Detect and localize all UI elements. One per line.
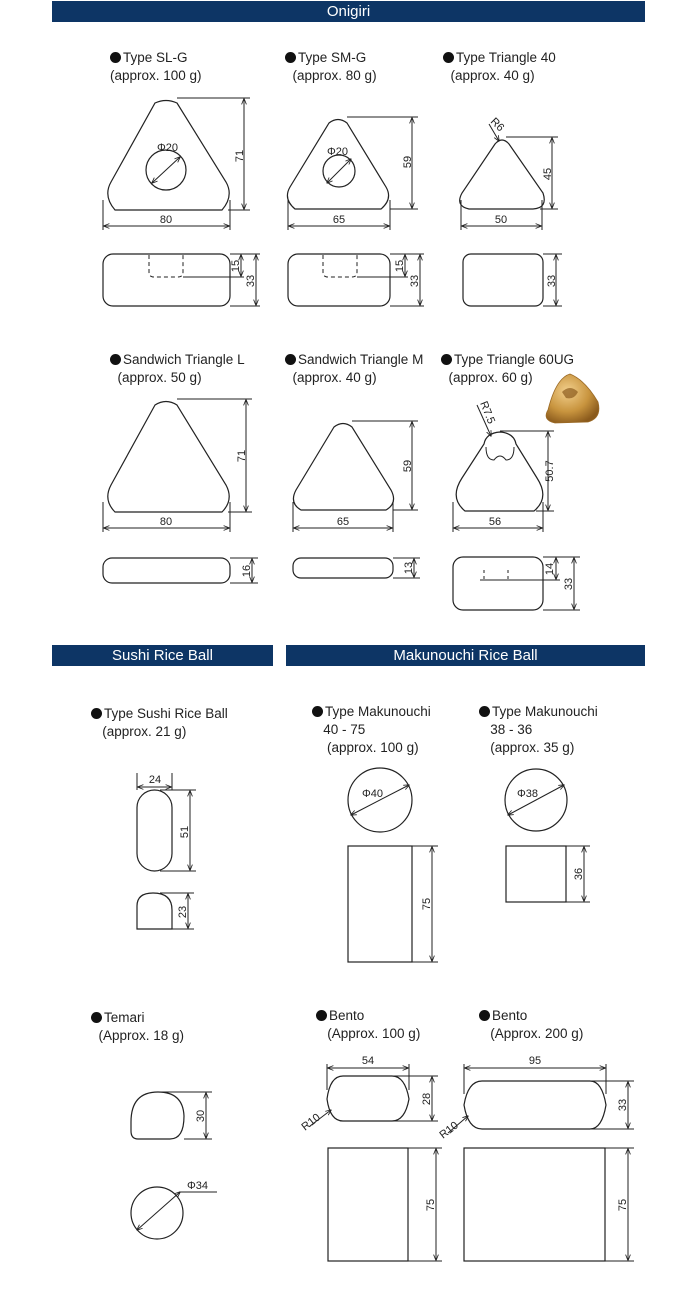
sandM-side-outline bbox=[293, 558, 393, 578]
mak40-name1: Type Makunouchi bbox=[325, 704, 431, 719]
sushi-top-outline bbox=[137, 790, 172, 871]
bento200-radius-label: R10 bbox=[437, 1119, 461, 1142]
tri60-weight: (approx. 60 g) bbox=[448, 370, 533, 385]
mak38-name1: Type Makunouchi bbox=[492, 704, 598, 719]
bento200-name: Bento bbox=[492, 1008, 528, 1023]
tri40-radius-label: R6 bbox=[487, 115, 507, 135]
sm-g-width-label: 65 bbox=[332, 214, 346, 226]
tri40-width-label: 50 bbox=[494, 214, 508, 226]
bento200-height-label: 33 bbox=[617, 1098, 629, 1112]
onigiri-header: Onigiri bbox=[52, 1, 645, 22]
tri60-width-label: 56 bbox=[488, 516, 502, 528]
tri60-radius-label: R7.5 bbox=[477, 399, 498, 426]
temari-height-label: 30 bbox=[195, 1109, 207, 1123]
triangle-60ug-drawing bbox=[453, 374, 599, 610]
tri60-name: Type Triangle 60UG bbox=[454, 352, 575, 367]
tri40-side-outline bbox=[463, 254, 543, 306]
sandL-side-outline bbox=[103, 558, 230, 583]
mak38-name2: 38 - 36 bbox=[490, 722, 533, 737]
bento200-weight: (Approx. 200 g) bbox=[490, 1026, 584, 1041]
sandL-top-outline bbox=[108, 402, 229, 513]
sl-g-diameter-label: Φ20 bbox=[157, 142, 179, 154]
bento100-side-outline bbox=[328, 1148, 408, 1261]
tri40-name: Type Triangle 40 bbox=[456, 50, 556, 65]
mak40-weight: (approx. 100 g) bbox=[327, 740, 419, 755]
tri60-top-outline bbox=[456, 432, 543, 511]
bento-100-drawing bbox=[299, 1055, 442, 1261]
bento200-side-outline bbox=[464, 1148, 605, 1261]
temari-drawing bbox=[131, 1092, 217, 1239]
sushi-width-label: 24 bbox=[148, 774, 162, 786]
sandM-name: Sandwich Triangle M bbox=[298, 352, 424, 367]
sm-g-drawing bbox=[287, 117, 424, 306]
bento200-width-label: 95 bbox=[528, 1055, 542, 1067]
sm-g-diameter-label: Φ20 bbox=[327, 146, 349, 158]
sl-g-side-outline bbox=[103, 254, 230, 306]
tri40-height-label: 45 bbox=[542, 167, 554, 181]
mak40-side-outline bbox=[348, 846, 412, 962]
temari-name: Temari bbox=[104, 1010, 145, 1025]
sl-g-drawing bbox=[103, 98, 260, 306]
sushi-name: Type Sushi Rice Ball bbox=[104, 706, 228, 721]
sl-g-width-label: 80 bbox=[159, 214, 173, 226]
temari-top-outline bbox=[131, 1187, 183, 1239]
sm-g-height-label: 59 bbox=[402, 155, 414, 169]
sandM-top-outline bbox=[293, 424, 393, 511]
triangle-40-drawing bbox=[460, 116, 562, 306]
tri60-product-photo bbox=[546, 374, 599, 423]
sl-g-name: Type SL-G bbox=[123, 50, 188, 65]
makunouchi-rice-ball-header: Makunouchi Rice Ball bbox=[286, 645, 645, 666]
tri40-depth-label: 33 bbox=[546, 274, 558, 288]
mak40-name2: 40 - 75 bbox=[323, 722, 366, 737]
sl-g-depth-label: 33 bbox=[245, 274, 257, 288]
bento100-width-label: 54 bbox=[361, 1055, 375, 1067]
makunouchi-40-drawing bbox=[348, 768, 438, 962]
tri60-side-outline bbox=[453, 557, 543, 610]
tri60-depth-label: 33 bbox=[563, 577, 575, 591]
sandM-weight: (approx. 40 g) bbox=[292, 370, 377, 385]
bento100-weight: (Approx. 100 g) bbox=[327, 1026, 421, 1041]
sushi-rice-ball-header: Sushi Rice Ball bbox=[52, 645, 273, 666]
sandL-weight: (approx. 50 g) bbox=[117, 370, 202, 385]
sandL-width-label: 80 bbox=[159, 516, 173, 528]
tri60-height-label: 50.7 bbox=[544, 460, 556, 482]
mak40-diameter-label: Φ40 bbox=[362, 788, 384, 800]
bento100-length-label: 75 bbox=[425, 1198, 437, 1212]
sushi-drawing bbox=[137, 773, 196, 929]
mak38-height-label: 36 bbox=[573, 867, 585, 881]
mak38-weight: (approx. 35 g) bbox=[490, 740, 575, 755]
sm-g-inner-depth-label: 15 bbox=[394, 259, 406, 273]
mak38-side-outline bbox=[506, 846, 566, 902]
sm-g-name: Type SM-G bbox=[298, 50, 367, 65]
sushi-side-outline bbox=[137, 893, 172, 929]
sushi-weight: (approx. 21 g) bbox=[102, 724, 187, 739]
sm-g-depth-label: 33 bbox=[409, 274, 421, 288]
tri40-top-outline bbox=[460, 140, 545, 209]
bento100-height-label: 28 bbox=[421, 1092, 433, 1106]
mak38-diameter-label: Φ38 bbox=[517, 788, 539, 800]
sm-g-weight: (approx. 80 g) bbox=[292, 68, 377, 83]
makunouchi-38-drawing bbox=[505, 769, 590, 902]
sushi-height-label: 23 bbox=[177, 905, 189, 919]
temari-side-outline bbox=[131, 1092, 184, 1139]
sl-g-height-label: 71 bbox=[234, 149, 246, 163]
mak40-height-label: 75 bbox=[421, 897, 433, 911]
tri60-inner-depth-label: 14 bbox=[544, 562, 556, 576]
bento200-top-outline bbox=[464, 1081, 606, 1129]
sandwich-l-drawing bbox=[103, 399, 258, 583]
bento100-radius-label: R10 bbox=[299, 1111, 323, 1134]
sandL-height-label: 71 bbox=[236, 449, 248, 463]
sandM-width-label: 65 bbox=[336, 516, 350, 528]
tri40-weight: (approx. 40 g) bbox=[450, 68, 535, 83]
sm-g-side-outline bbox=[288, 254, 390, 306]
sandL-name: Sandwich Triangle L bbox=[123, 352, 245, 367]
sandM-height-label: 59 bbox=[402, 459, 414, 473]
bento100-name: Bento bbox=[329, 1008, 365, 1023]
temari-diameter-label: Φ34 bbox=[187, 1180, 209, 1192]
sushi-length-label: 51 bbox=[179, 825, 191, 839]
bento200-length-label: 75 bbox=[617, 1198, 629, 1212]
sandL-depth-label: 16 bbox=[241, 564, 253, 578]
temari-weight: (Approx. 18 g) bbox=[98, 1028, 185, 1043]
bento100-top-outline bbox=[327, 1076, 409, 1121]
bento-200-drawing bbox=[437, 1055, 634, 1261]
sandM-depth-label: 13 bbox=[403, 561, 415, 575]
sandwich-m-drawing bbox=[293, 421, 420, 578]
sl-g-weight: (approx. 100 g) bbox=[110, 68, 202, 83]
sl-g-inner-depth-label: 15 bbox=[230, 259, 242, 273]
